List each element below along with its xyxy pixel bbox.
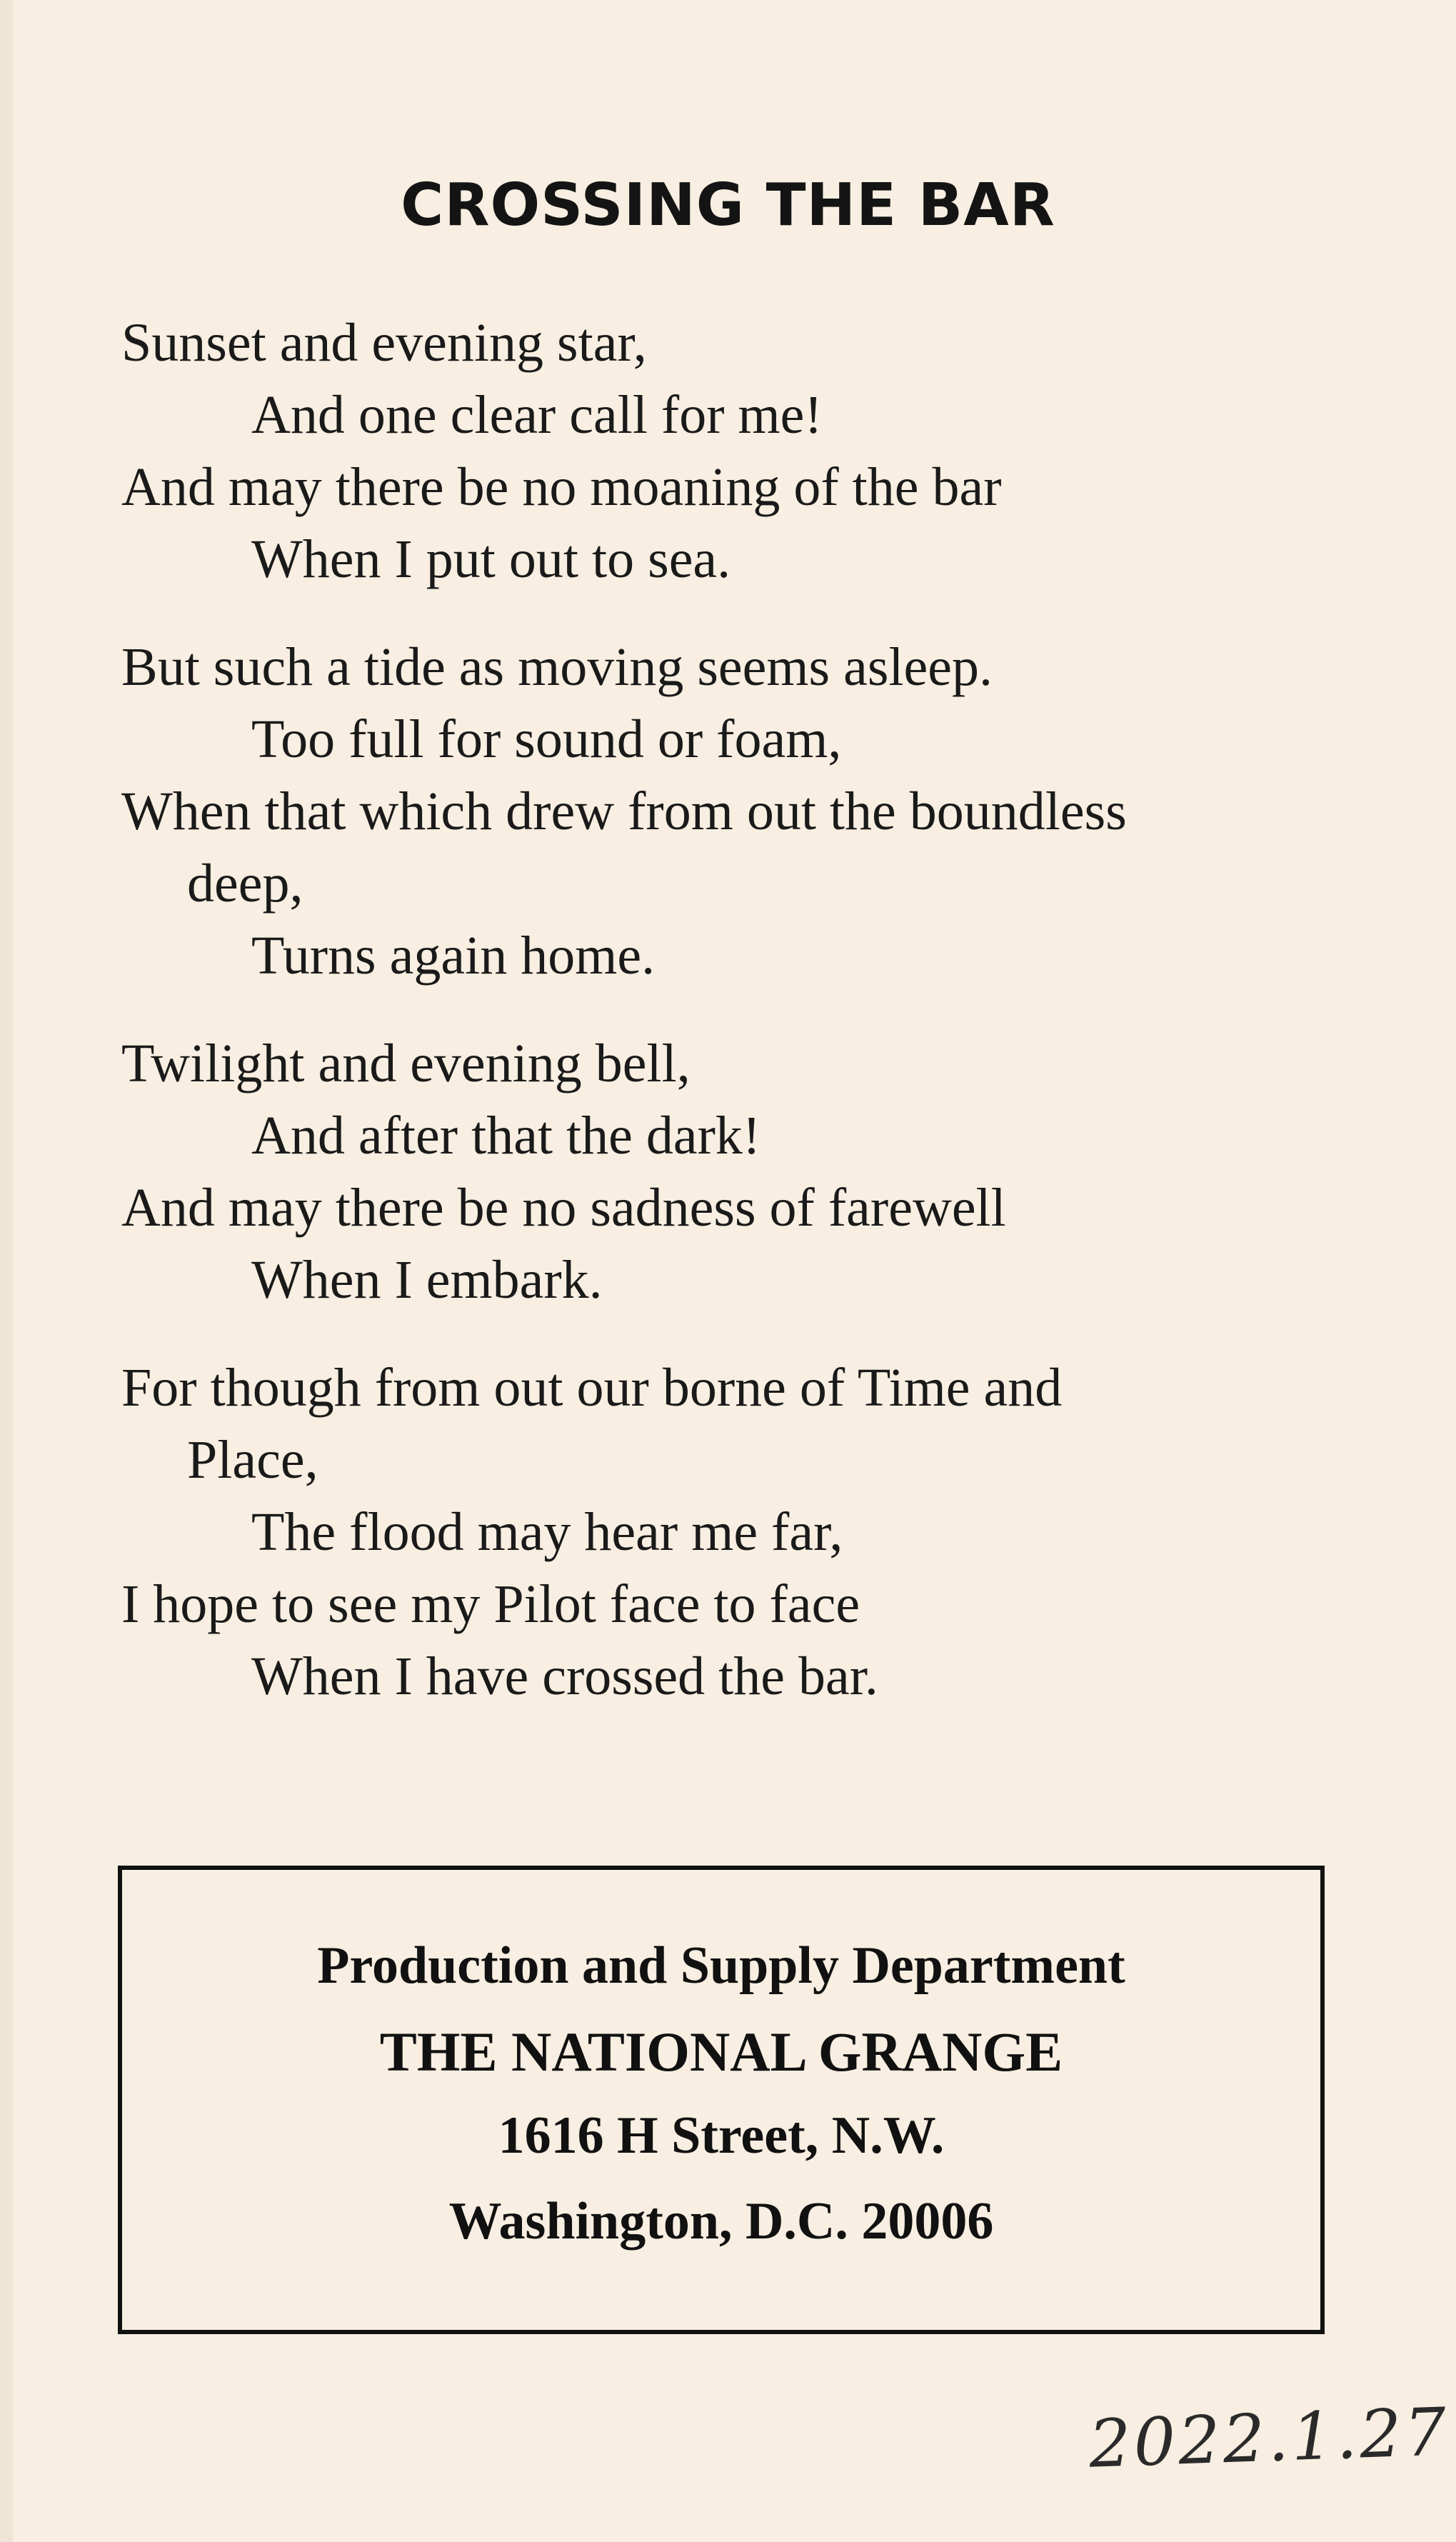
poem-line: And may there be no moaning of the bar [121, 457, 1002, 517]
poem-line: Sunset and evening star, [121, 313, 647, 373]
poem-line: For though from out our borne of Time and [121, 1358, 1063, 1418]
poem-line: When I put out to sea. [251, 529, 731, 589]
poem-line: But such a tide as moving seems asleep. [121, 637, 993, 697]
poem-line: And after that the dark! [251, 1106, 761, 1166]
poem-line: Too full for sound or foam, [251, 709, 842, 769]
publisher-street: 1616 H Street, N.W. [498, 2106, 945, 2165]
stanza-4 [121, 1352, 1421, 1713]
stanza-1 [121, 307, 1421, 596]
poem-line: Place, [187, 1430, 318, 1490]
poem-line: When I embark. [251, 1250, 603, 1310]
poem-line: Twilight and evening bell, [121, 1034, 691, 1094]
stanza-3 [121, 1028, 1421, 1316]
scan-edge [0, 0, 13, 2542]
poem-body [121, 307, 1421, 1713]
poem-line: When that which drew from out the boundless [121, 781, 1127, 841]
publisher-box [118, 1866, 1325, 2334]
page-title: CROSSING THE BAR [401, 171, 1055, 239]
poem-line: And one clear call for me! [251, 385, 823, 445]
poem-line: The flood may hear me far, [251, 1502, 843, 1562]
poem-line: When I have crossed the bar. [251, 1646, 878, 1706]
publisher-city: Washington, D.C. 20006 [448, 2192, 994, 2251]
poem-line: I hope to see my Pilot face to face [121, 1574, 860, 1634]
publisher-organization: THE NATIONAL GRANGE [379, 2021, 1063, 2083]
poem-line: Turns again home. [251, 926, 656, 986]
publisher-department: Production and Supply Department [317, 1936, 1125, 1995]
catalog-number: 2022.1.27 [1088, 2393, 1450, 2483]
poem-line: deep, [187, 854, 303, 914]
poem-line: And may there be no sadness of farewell [121, 1178, 1006, 1238]
stanza-2 [121, 631, 1421, 992]
